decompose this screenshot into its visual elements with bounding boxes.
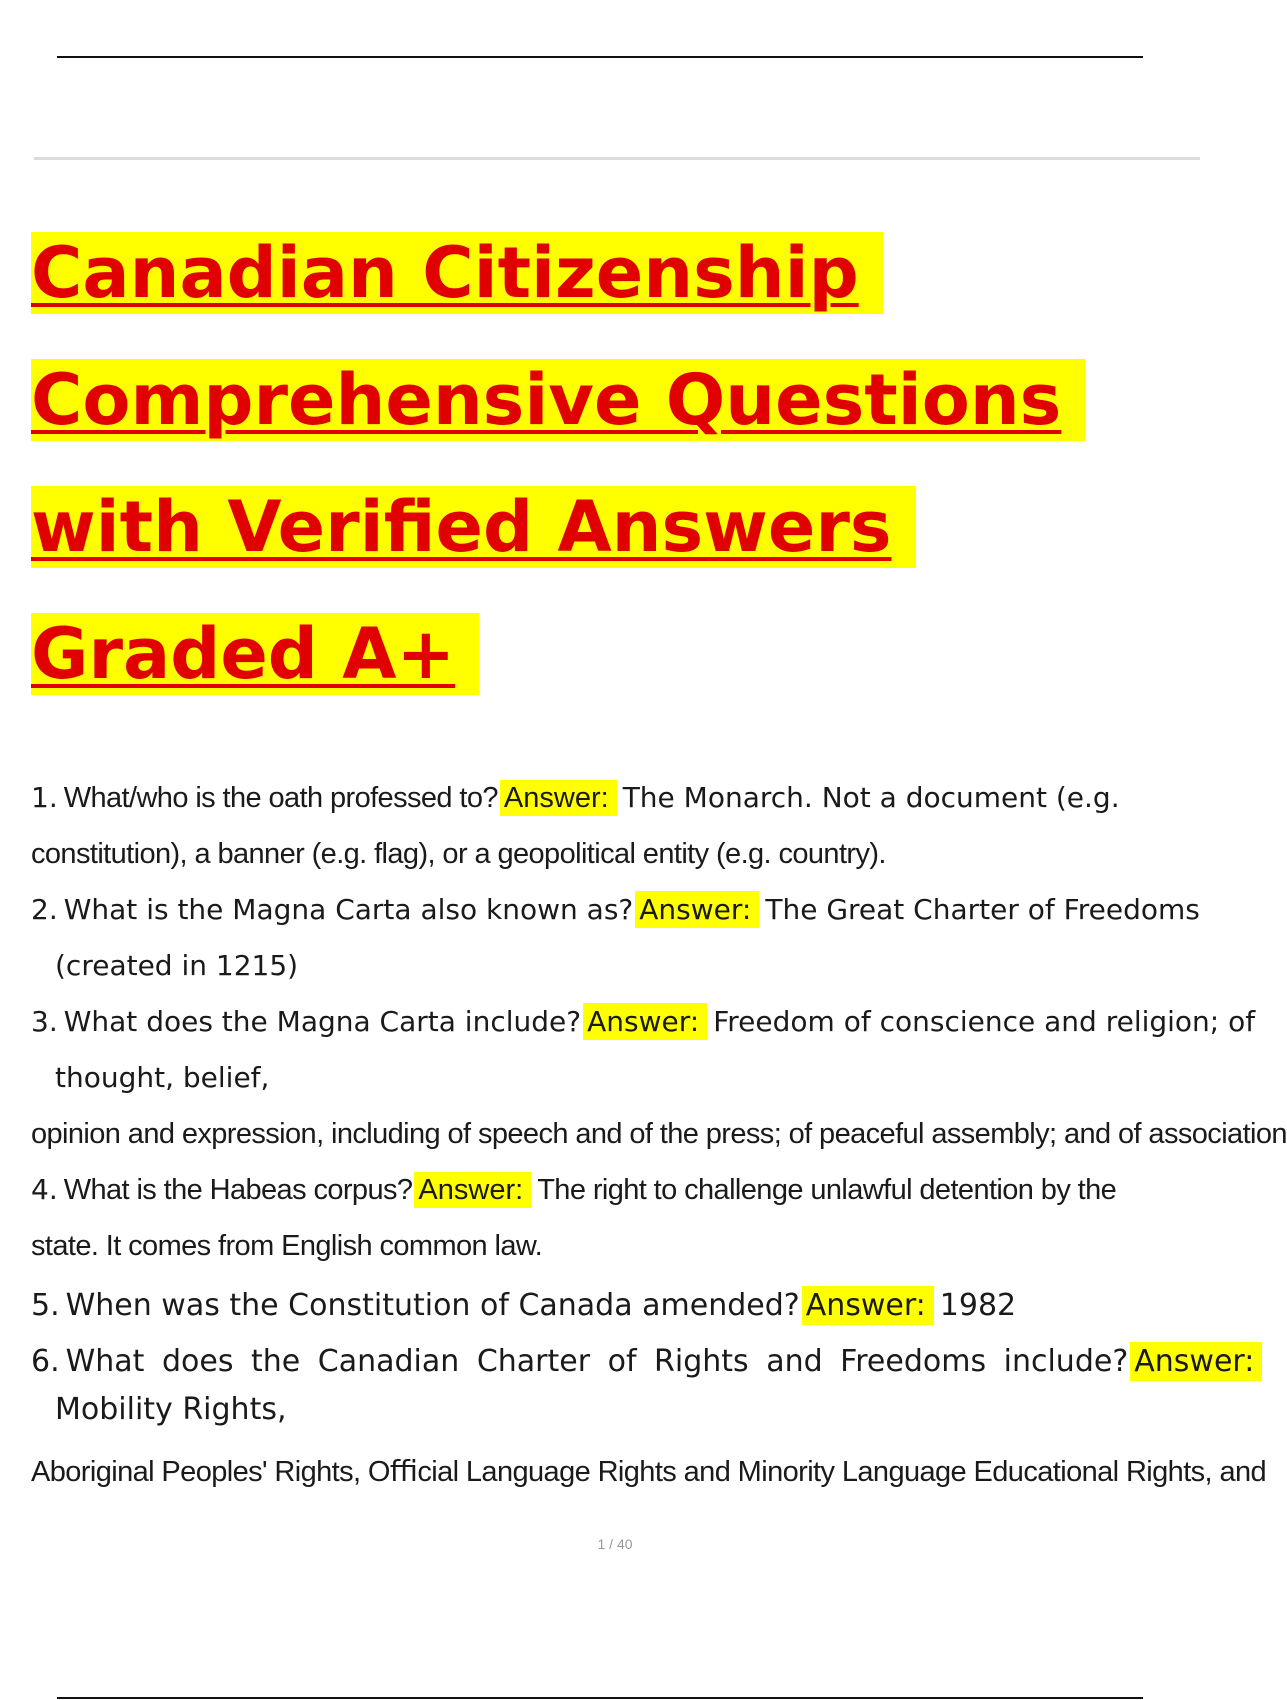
question-item [31, 1334, 1255, 1390]
question-text: What is the Habeas corpus? [63, 1174, 413, 1206]
footer-rule [57, 1697, 1143, 1699]
gray-divider [34, 157, 1200, 160]
answer-continuation: state. It comes from English common law. [31, 1230, 543, 1262]
title-line: with Verified Answers [31, 464, 1085, 591]
question-text: What does the Canadian Charter of Rights and Freedoms include? [65, 1344, 1129, 1379]
question-item [31, 1278, 1200, 1334]
answer-continuation: (created in 1215) [55, 949, 299, 982]
question-number: 2. [31, 893, 58, 926]
question-number: 1. [31, 781, 58, 814]
answer-continuation: constitution), a banner (e.g. flag), or a geopolitical entity (e.g. country). [31, 838, 886, 870]
question-text: What/who is the oath professed to? [63, 782, 498, 814]
question-number: 3. [31, 1005, 58, 1038]
answer-label: Answer: [635, 891, 759, 928]
question-list [31, 770, 1287, 1500]
answer-label: Answer: [500, 780, 617, 816]
page-number: 1 / 40 [597, 1536, 633, 1552]
title-line: Graded A+ [31, 591, 1085, 718]
answer-text: Freedom of conscience and religion; of [713, 1005, 1256, 1038]
answer-text: 1982 [939, 1288, 1017, 1323]
question-number: 6. [31, 1344, 60, 1379]
answer-label: Answer: [802, 1286, 934, 1325]
answer-text: The Monarch. Not a document (e.g. [622, 781, 1120, 814]
document-title [31, 210, 1085, 718]
question-item [31, 1162, 1200, 1218]
question-item [31, 882, 1200, 938]
title-line: Comprehensive Questions [31, 337, 1085, 464]
answer-label: Answer: [414, 1172, 531, 1208]
answer-continuation: opinion and expression, including of speech and of the press; of peaceful assembly; and of association [31, 1118, 1287, 1150]
question-item [31, 770, 1200, 826]
question-number: 5. [31, 1288, 60, 1323]
answer-label: Answer: [1130, 1342, 1262, 1381]
title-line: Canadian Citizenship [31, 210, 1085, 337]
question-number: 4. [31, 1173, 58, 1206]
answer-continuation: thought, belief, [55, 1061, 270, 1094]
answer-continuation: Aboriginal Peoples' Rights, Oﬃcial Language Rights and Minority Language Educational Rights, and [31, 1456, 1267, 1488]
answer-continuation: Mobility Rights, [55, 1392, 287, 1427]
question-text: What is the Magna Carta also known as? [63, 893, 634, 926]
answer-label: Answer: [583, 1003, 707, 1040]
question-text: When was the Constitution of Canada amended? [65, 1288, 800, 1323]
answer-text: The Great Charter of Freedoms [765, 893, 1200, 926]
answer-text: The right to challenge unlawful detention by the [537, 1174, 1117, 1206]
question-text: What does the Magna Carta include? [63, 1005, 582, 1038]
header-rule [57, 56, 1143, 58]
question-item [31, 994, 1256, 1050]
